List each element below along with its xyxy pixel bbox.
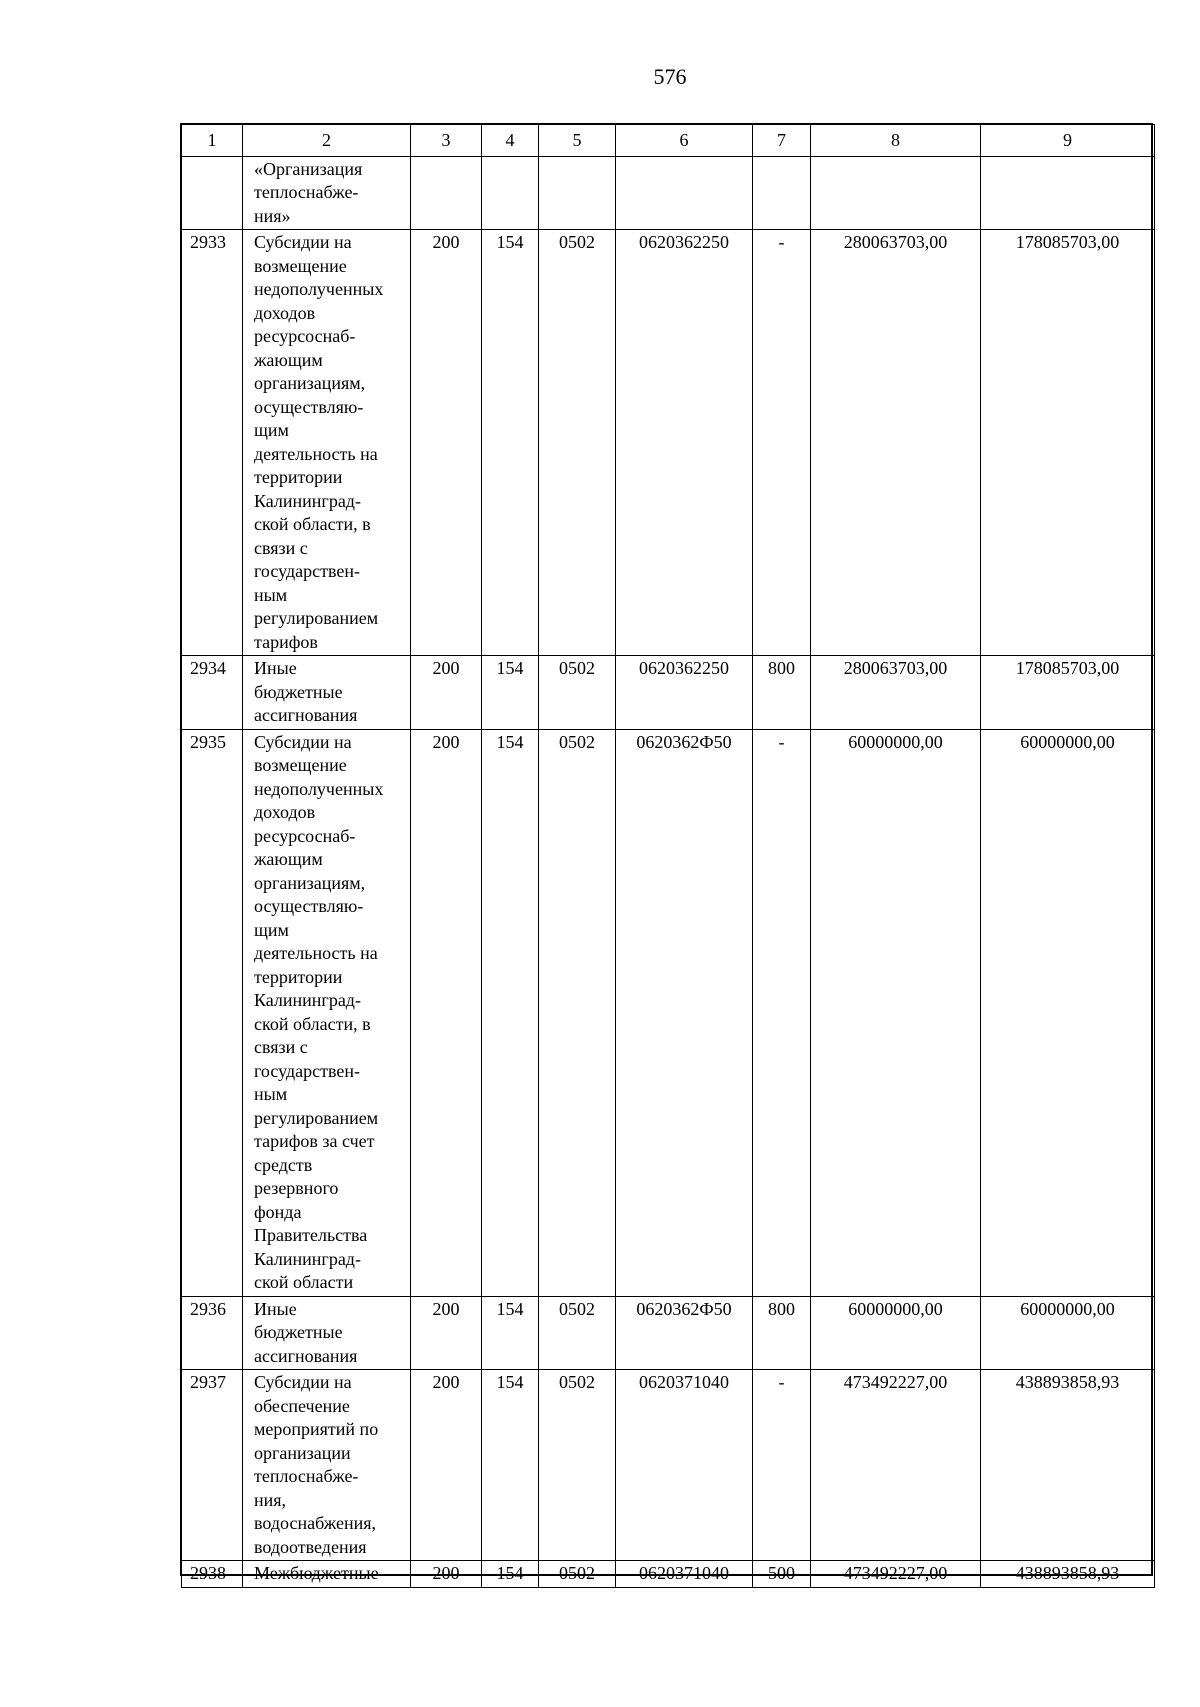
row-name-line: ным xyxy=(254,1084,288,1104)
code-3: 200 xyxy=(411,1296,482,1370)
amount-9: 178085703,00 xyxy=(981,230,1155,656)
column-header: 2 xyxy=(243,125,411,157)
row-name-line: тарифов xyxy=(254,631,318,652)
row-number: 2935 xyxy=(182,729,243,1296)
row-name-line: Калининград- xyxy=(254,990,361,1010)
row-name xyxy=(243,1296,411,1370)
row-name-line: организации xyxy=(254,1442,351,1463)
row-name-line: Правительства xyxy=(254,1225,368,1245)
row-name-line: Субсидии на xyxy=(254,731,352,752)
amount-9 xyxy=(981,156,1155,230)
row-name-line: регулированием xyxy=(254,1107,379,1128)
amount-8: 280063703,00 xyxy=(811,656,981,730)
code-6: 0620362Ф50 xyxy=(616,729,753,1296)
row-name xyxy=(243,1370,411,1561)
row-name-line: Иные xyxy=(254,1298,297,1319)
code-4: 154 xyxy=(482,1296,539,1370)
amount-9: 60000000,00 xyxy=(981,729,1155,1296)
row-name xyxy=(243,656,411,730)
code-5: 0502 xyxy=(539,1561,616,1588)
code-7: 800 xyxy=(753,656,811,730)
code-6: 0620362Ф50 xyxy=(616,1296,753,1370)
column-header: 4 xyxy=(482,125,539,157)
row-name-line: государствен- xyxy=(254,1060,361,1081)
row-number xyxy=(182,156,243,230)
code-6: 0620371040 xyxy=(616,1370,753,1561)
row-name-line: ской области, в xyxy=(254,514,371,534)
row-name-line: ния» xyxy=(254,205,291,226)
row-name-line: территории xyxy=(254,467,343,487)
row-number: 2933 xyxy=(182,230,243,656)
code-3: 200 xyxy=(411,230,482,656)
column-header: 9 xyxy=(981,125,1155,157)
code-6: 0620362250 xyxy=(616,230,753,656)
table-row xyxy=(182,1296,1155,1370)
row-name-line: организациям, xyxy=(254,872,366,893)
row-number: 2934 xyxy=(182,656,243,730)
row-name-line: организациям, xyxy=(254,373,366,393)
table-row xyxy=(182,729,1155,1296)
table-row xyxy=(182,1370,1155,1561)
page-number: 576 xyxy=(653,64,687,89)
row-name-line: ассигнования xyxy=(254,705,358,725)
code-5: 0502 xyxy=(539,1296,616,1370)
amount-9: 178085703,00 xyxy=(981,656,1155,730)
row-name-line: доходов xyxy=(254,302,316,323)
row-name-line: ской области xyxy=(254,1272,354,1292)
code-6: 0620362250 xyxy=(616,656,753,730)
amount-9: 60000000,00 xyxy=(981,1296,1155,1370)
code-3: 200 xyxy=(411,1370,482,1561)
code-3: 200 xyxy=(411,1561,482,1588)
row-name-line: щим xyxy=(254,919,289,940)
row-name-line: Субсидии на xyxy=(254,1372,352,1392)
amount-8: 60000000,00 xyxy=(811,1296,981,1370)
column-header: 7 xyxy=(753,125,811,157)
code-4: 154 xyxy=(482,1561,539,1588)
row-name xyxy=(243,729,411,1296)
row-name-line: регулированием xyxy=(254,608,379,628)
row-name-line: обеспечение xyxy=(254,1395,350,1416)
row-name-line: недополученных xyxy=(254,279,384,299)
column-header: 5 xyxy=(539,125,616,157)
code-7: 500 xyxy=(753,1561,811,1588)
row-name-line: деятельность на xyxy=(254,443,378,464)
amount-8: 473492227,00 xyxy=(811,1370,981,1561)
row-name-line: водоотведения xyxy=(254,1536,367,1557)
code-7: - xyxy=(753,230,811,656)
row-name-line: фонда xyxy=(254,1201,302,1222)
row-name-line: Калининград- xyxy=(254,490,361,511)
amount-8: 60000000,00 xyxy=(811,729,981,1296)
row-name xyxy=(243,156,411,230)
row-name-line: государствен- xyxy=(254,561,361,581)
row-name-line: резервного xyxy=(254,1178,339,1198)
row-name-line: возмещение xyxy=(254,755,347,775)
row-number: 2936 xyxy=(182,1296,243,1370)
code-6 xyxy=(616,156,753,230)
amount-8 xyxy=(811,156,981,230)
row-name-line: средств xyxy=(254,1154,313,1175)
row-number: 2938 xyxy=(182,1561,243,1588)
table-row xyxy=(182,156,1155,230)
row-name-line: ской области, в xyxy=(254,1013,371,1034)
row-name-line: возмещение xyxy=(254,255,347,276)
row-name-line: мероприятий по xyxy=(254,1419,379,1439)
code-4: 154 xyxy=(482,729,539,1296)
row-name xyxy=(243,230,411,656)
column-header: 1 xyxy=(182,125,243,157)
row-name-line: недополученных xyxy=(254,778,384,799)
amount-9: 438893858,93 xyxy=(981,1561,1155,1588)
budget-table xyxy=(181,124,1155,1588)
row-name-line: Калининград- xyxy=(254,1248,361,1269)
column-header: 8 xyxy=(811,125,981,157)
column-header: 6 xyxy=(616,125,753,157)
row-name-line: ресурсоснаб- xyxy=(254,326,356,346)
row-name-line: территории xyxy=(254,966,343,987)
code-5: 0502 xyxy=(539,230,616,656)
row-name xyxy=(243,1561,411,1588)
row-name-line: ния, xyxy=(254,1489,287,1510)
row-name-line: Межбюджетные xyxy=(254,1563,379,1583)
row-name-line: деятельность на xyxy=(254,943,378,963)
row-name-line: осуществляю- xyxy=(254,896,364,916)
row-name-line: «Организация xyxy=(254,158,363,179)
code-5 xyxy=(539,156,616,230)
code-4: 154 xyxy=(482,656,539,730)
row-name-line: бюджетные xyxy=(254,1322,343,1342)
row-name-line: жающим xyxy=(254,849,323,869)
row-name-line: связи с xyxy=(254,537,308,558)
code-7: 800 xyxy=(753,1296,811,1370)
amount-8: 473492227,00 xyxy=(811,1561,981,1588)
code-5: 0502 xyxy=(539,729,616,1296)
row-name-line: Субсидии на xyxy=(254,232,352,252)
amount-8: 280063703,00 xyxy=(811,230,981,656)
code-4: 154 xyxy=(482,1370,539,1561)
row-name-line: осуществляю- xyxy=(254,396,364,417)
code-3: 200 xyxy=(411,729,482,1296)
code-3 xyxy=(411,156,482,230)
code-7: - xyxy=(753,729,811,1296)
code-5: 0502 xyxy=(539,656,616,730)
row-name-line: Иные xyxy=(254,658,297,678)
table-row xyxy=(182,230,1155,656)
row-name-line: связи с xyxy=(254,1037,308,1057)
row-name-line: теплоснабже- xyxy=(254,1466,359,1486)
row-name-line: ным xyxy=(254,584,288,605)
row-name-line: ассигнования xyxy=(254,1345,358,1366)
code-3: 200 xyxy=(411,656,482,730)
column-header: 3 xyxy=(411,125,482,157)
row-name-line: тарифов за счет xyxy=(254,1131,375,1151)
row-name-line: доходов xyxy=(254,802,316,822)
row-name-line: щим xyxy=(254,420,289,440)
code-4 xyxy=(482,156,539,230)
table-row xyxy=(182,1561,1155,1588)
row-name-line: ресурсоснаб- xyxy=(254,825,356,846)
code-4: 154 xyxy=(482,230,539,656)
code-6: 0620371040 xyxy=(616,1561,753,1588)
row-name-line: водоснабжения, xyxy=(254,1513,377,1533)
code-7 xyxy=(753,156,811,230)
code-5: 0502 xyxy=(539,1370,616,1561)
row-name-line: бюджетные xyxy=(254,681,343,702)
row-number: 2937 xyxy=(182,1370,243,1561)
header-row xyxy=(182,125,1155,157)
table-row xyxy=(182,656,1155,730)
amount-9: 438893858,93 xyxy=(981,1370,1155,1561)
row-name-line: теплоснабже- xyxy=(254,182,359,202)
code-7: - xyxy=(753,1370,811,1561)
row-name-line: жающим xyxy=(254,349,323,370)
